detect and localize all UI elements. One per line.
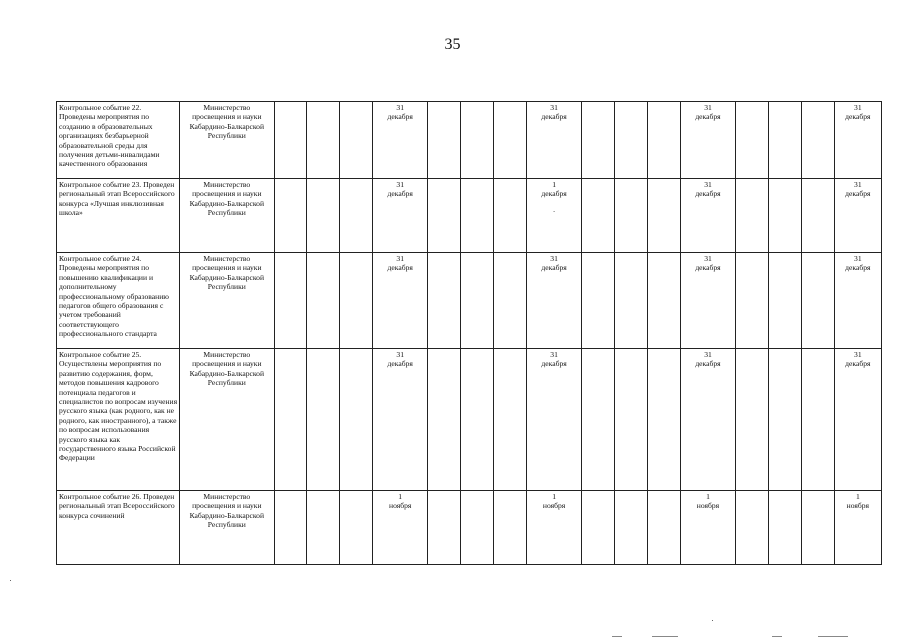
empty-cell xyxy=(307,179,340,253)
empty-cell xyxy=(461,102,494,179)
empty-cell xyxy=(736,179,769,253)
scan-artifact xyxy=(10,580,11,581)
page-number: 35 xyxy=(444,36,461,53)
deadline-cell xyxy=(680,179,735,253)
empty-cell xyxy=(274,253,307,349)
scan-artifact xyxy=(652,636,678,637)
empty-cell xyxy=(494,102,527,179)
deadline-cell xyxy=(373,491,428,565)
table-row xyxy=(57,179,882,253)
deadline-cell xyxy=(834,102,881,179)
empty-cell xyxy=(801,179,834,253)
deadline-month: ноября xyxy=(846,501,870,511)
deadline-month: декабря xyxy=(541,112,567,122)
empty-cell xyxy=(428,253,461,349)
deadline-cell xyxy=(526,102,581,179)
empty-cell xyxy=(736,491,769,565)
deadline-day: 31 xyxy=(854,350,862,359)
deadline-day: 31 xyxy=(704,254,712,263)
empty-cell xyxy=(615,102,648,179)
deadline-month: декабря xyxy=(695,359,721,369)
empty-cell xyxy=(494,349,527,491)
empty-cell xyxy=(461,491,494,565)
responsible-cell: Министерство просвещения и науки Кабардино-Балкарской Республики xyxy=(180,102,274,179)
empty-cell xyxy=(274,491,307,565)
responsible-cell: Министерство просвещения и науки Кабардино-Балкарской Республики xyxy=(180,491,274,565)
deadline-cell xyxy=(834,491,881,565)
deadline-month: декабря xyxy=(695,189,721,199)
empty-cell xyxy=(647,491,680,565)
empty-cell xyxy=(428,102,461,179)
empty-cell xyxy=(801,349,834,491)
empty-cell xyxy=(801,253,834,349)
deadline-day: 1 xyxy=(552,180,556,189)
empty-cell xyxy=(769,179,802,253)
control-event-cell: Контрольное событие 25. Осуществлены мероприятия по развитию содержания, форм, методов повышения кадрового потенциала педагогов и специалистов по вопросам изучения русского языка (как родного, как не родного, как иностранного), а также по вопросам использования русского языка как государственного языка Российской Федерации xyxy=(57,349,180,491)
deadline-cell xyxy=(526,491,581,565)
control-event-cell: Контрольное событие 23. Проведен региональный этап Всероссийского конкурса «Лучшая инклюзивная школа» xyxy=(57,179,180,253)
deadline-cell xyxy=(526,349,581,491)
empty-cell xyxy=(307,349,340,491)
table-row xyxy=(57,253,882,349)
empty-cell xyxy=(428,349,461,491)
deadline-month: декабря xyxy=(387,359,413,369)
deadline-cell xyxy=(680,349,735,491)
deadline-cell xyxy=(680,491,735,565)
empty-cell xyxy=(769,491,802,565)
deadline-month: декабря xyxy=(695,263,721,273)
empty-cell xyxy=(307,491,340,565)
responsible-cell: Министерство просвещения и науки Кабардино-Балкарской Республики xyxy=(180,179,274,253)
deadline-day: 31 xyxy=(854,254,862,263)
deadline-day: 1 xyxy=(855,492,860,501)
deadline-day: 1 xyxy=(706,492,710,501)
empty-cell xyxy=(615,179,648,253)
deadline-month: ноября xyxy=(389,501,412,511)
empty-cell xyxy=(307,102,340,179)
deadline-month: декабря xyxy=(845,263,871,273)
deadline-day: 31 xyxy=(396,254,404,263)
empty-cell xyxy=(647,102,680,179)
empty-cell xyxy=(428,491,461,565)
empty-cell xyxy=(461,253,494,349)
empty-cell xyxy=(582,253,615,349)
empty-cell xyxy=(615,253,648,349)
deadline-month: декабря xyxy=(541,359,567,369)
control-event-cell: Контрольное событие 24. Проведены мероприятия по повышению квалификации и дополнительному профессиональному образованию педагогов общего образования с учетом требований соответствующего профессионального стандарта xyxy=(57,253,180,349)
empty-cell xyxy=(615,349,648,491)
deadline-month: декабря xyxy=(387,189,413,199)
deadline-month: декабря xyxy=(845,189,871,199)
deadline-day: 31 xyxy=(704,350,712,359)
deadline-day: 31 xyxy=(550,350,558,359)
deadline-cell xyxy=(526,179,581,253)
responsible-cell: Министерство просвещения и науки Кабардино-Балкарской Республики xyxy=(180,253,274,349)
empty-cell xyxy=(461,349,494,491)
empty-cell xyxy=(494,491,527,565)
deadline-month: декабря xyxy=(845,359,871,369)
deadline-cell xyxy=(834,349,881,491)
empty-cell xyxy=(274,179,307,253)
deadline-cell xyxy=(680,253,735,349)
empty-cell xyxy=(340,253,373,349)
deadline-cell xyxy=(834,179,881,253)
scan-artifact xyxy=(772,636,782,637)
table-row xyxy=(57,349,882,491)
empty-cell xyxy=(769,253,802,349)
empty-cell xyxy=(736,349,769,491)
empty-cell xyxy=(736,102,769,179)
empty-cell xyxy=(307,253,340,349)
deadline-day: 31 xyxy=(550,103,558,112)
table-row xyxy=(57,102,882,179)
scan-artifact xyxy=(612,636,622,637)
deadline-month: декабря xyxy=(541,263,567,273)
empty-cell xyxy=(274,349,307,491)
deadline-cell xyxy=(373,253,428,349)
deadline-month: декабря xyxy=(387,112,413,122)
deadline-day: 31 xyxy=(396,350,404,359)
deadline-month: декабря xyxy=(541,189,567,199)
empty-cell xyxy=(769,102,802,179)
responsible-cell: Министерство просвещения и науки Кабардино-Балкарской Республики xyxy=(180,349,274,491)
deadline-day: 1 xyxy=(552,492,556,501)
empty-cell xyxy=(340,102,373,179)
deadline-day: 31 xyxy=(854,180,862,189)
control-events-table xyxy=(56,101,882,565)
deadline-day: 31 xyxy=(704,103,712,112)
deadline-cell xyxy=(834,253,881,349)
deadline-month: декабря xyxy=(845,112,871,122)
deadline-cell xyxy=(526,253,581,349)
empty-cell xyxy=(615,491,648,565)
empty-cell xyxy=(494,253,527,349)
deadline-day: 31 xyxy=(854,103,862,112)
empty-cell xyxy=(461,179,494,253)
empty-cell xyxy=(340,179,373,253)
empty-cell xyxy=(428,179,461,253)
deadline-cell xyxy=(373,102,428,179)
deadline-month: ноября xyxy=(542,501,566,511)
empty-cell xyxy=(582,102,615,179)
control-event-cell: Контрольное событие 26. Проведен региональный этап Всероссийского конкурса сочинений xyxy=(57,491,180,565)
deadline-cell xyxy=(680,102,735,179)
stray-mark: . xyxy=(553,204,556,214)
deadline-day: 1 xyxy=(398,492,403,501)
deadline-cell xyxy=(373,349,428,491)
scan-artifact xyxy=(712,620,713,621)
empty-cell xyxy=(274,102,307,179)
empty-cell xyxy=(582,349,615,491)
deadline-month: декабря xyxy=(387,263,413,273)
scan-artifact xyxy=(818,636,848,637)
empty-cell xyxy=(801,491,834,565)
empty-cell xyxy=(647,179,680,253)
empty-cell xyxy=(736,253,769,349)
empty-cell xyxy=(647,253,680,349)
deadline-day: 31 xyxy=(396,103,404,112)
empty-cell xyxy=(769,349,802,491)
control-event-cell: Контрольное событие 22. Проведены мероприятия по созданию в образовательных организациях безбарьерной образовательной среды для получения детьми-инвалидами качественного образования xyxy=(57,102,180,179)
table-row xyxy=(57,491,882,565)
deadline-day: 31 xyxy=(704,180,712,189)
deadline-cell xyxy=(373,179,428,253)
empty-cell xyxy=(647,349,680,491)
empty-cell xyxy=(340,491,373,565)
deadline-day: 31 xyxy=(550,254,558,263)
deadline-month: декабря xyxy=(695,112,721,122)
empty-cell xyxy=(340,349,373,491)
empty-cell xyxy=(582,491,615,565)
deadline-month: ноября xyxy=(696,501,720,511)
empty-cell xyxy=(801,102,834,179)
empty-cell xyxy=(494,179,527,253)
deadline-day: 31 xyxy=(396,180,404,189)
empty-cell xyxy=(582,179,615,253)
